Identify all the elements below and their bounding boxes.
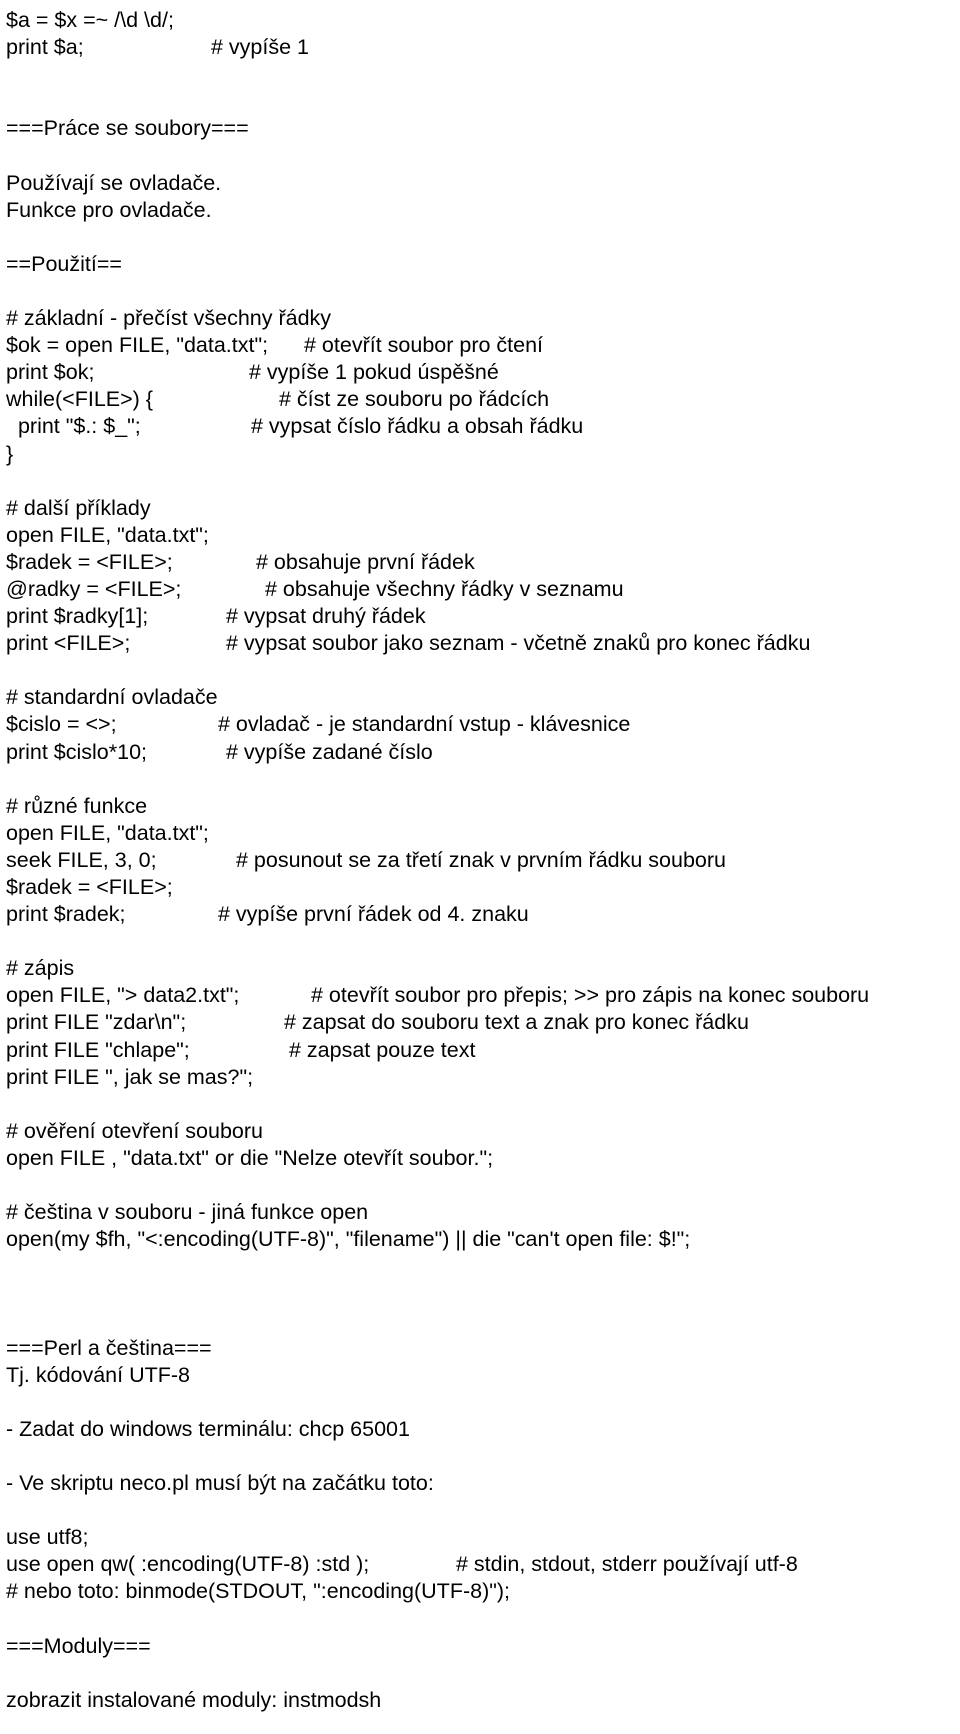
text-line	[6, 630, 956, 657]
line-text: ===Práce se soubory===	[6, 116, 249, 141]
line-comment: # vypíše zadané číslo	[226, 739, 433, 764]
text-line	[6, 1037, 956, 1064]
section-heading	[6, 115, 956, 142]
text-line	[6, 441, 956, 468]
line-text: print FILE ", jak se mas?";	[6, 1064, 254, 1089]
text-line	[6, 549, 956, 576]
line-text: print $radek;	[6, 902, 126, 927]
line-text: seek FILE, 3, 0;	[6, 847, 157, 872]
line-text: print $ok;	[6, 360, 95, 385]
text-line	[6, 522, 956, 549]
text-line	[6, 1064, 956, 1091]
text-line	[6, 1362, 956, 1389]
text-line	[6, 332, 956, 359]
text-line	[6, 739, 956, 766]
line-text: print $a;	[6, 35, 84, 60]
line-comment: # vypsat soubor jako seznam - včetně znaků pro konec řádku	[226, 631, 811, 656]
text-line	[6, 305, 956, 332]
line-text: print "$.: $_";	[6, 414, 141, 439]
line-comment: # vypíše 1 pokud úspěšné	[249, 360, 499, 385]
line-text: # nebo toto: binmode(STDOUT, ":encoding(UTF-8)");	[6, 1579, 510, 1604]
text-line	[6, 982, 956, 1009]
text-line	[6, 359, 956, 386]
line-text: Používají se ovladače.	[6, 170, 222, 195]
line-text: # základní - přečíst všechny řádky	[6, 306, 332, 331]
line-text: @radky = <FILE>;	[6, 576, 182, 601]
text-line	[6, 1524, 956, 1551]
line-text: $radek = <FILE>;	[6, 875, 173, 899]
line-comment: # zapsat pouze text	[289, 1037, 476, 1062]
text-line	[6, 1145, 956, 1172]
text-line	[6, 684, 956, 711]
line-comment: # vypíše 1	[211, 35, 309, 60]
section-heading	[6, 1633, 956, 1660]
text-line	[6, 1226, 956, 1253]
line-text: open(my $fh, "<:encoding(UTF-8)", "filename") || die "can't open file: $!";	[6, 1227, 691, 1252]
text-line	[6, 793, 956, 820]
text-line	[6, 7, 956, 34]
line-comment: # vypsat druhý řádek	[226, 604, 426, 629]
line-text: print FILE "zdar\n";	[6, 1010, 187, 1035]
section-heading	[6, 1335, 956, 1362]
line-text: open FILE, "> data2.txt";	[6, 983, 240, 1008]
line-comment: # obsahuje všechny řádky v seznamu	[265, 576, 624, 601]
line-text: $cislo = <>;	[6, 712, 117, 737]
text-line	[6, 901, 956, 928]
line-text: # zápis	[6, 956, 75, 981]
subsection-heading	[6, 251, 956, 278]
line-text: open FILE , "data.txt" or die "Nelze otevřít soubor.";	[6, 1145, 494, 1170]
text-line	[6, 386, 956, 413]
text-line	[6, 1009, 956, 1036]
text-line	[6, 413, 956, 440]
line-text: # další příklady	[6, 495, 151, 520]
line-text: use utf8;	[6, 1525, 89, 1550]
line-text: # různé funkce	[6, 793, 148, 818]
line-text: # čeština v souboru - jiná funkce open	[6, 1200, 369, 1225]
line-text: Tj. kódování UTF-8	[6, 1362, 190, 1387]
line-text: ===Moduly===	[6, 1633, 151, 1658]
line-text: $a = $x =~ /\d \d/;	[6, 8, 174, 32]
line-text: $radek = <FILE>;	[6, 549, 173, 574]
text-line	[6, 1578, 956, 1605]
line-text: - Zadat do windows terminálu: chcp 65001	[6, 1416, 410, 1441]
line-text: ==Použití==	[6, 251, 122, 276]
line-comment: # ovladač - je standardní vstup - klávesnice	[218, 712, 631, 737]
text-line	[6, 1551, 956, 1578]
line-text: open FILE, "data.txt";	[6, 522, 209, 547]
line-text: # standardní ovladače	[6, 685, 218, 710]
text-line	[6, 1470, 956, 1497]
text-line	[6, 603, 956, 630]
text-line	[6, 1687, 956, 1714]
line-comment: # zapsat do souboru text a znak pro konec řádku	[284, 1010, 749, 1035]
line-text: # ověření otevření souboru	[6, 1118, 263, 1143]
text-line	[6, 170, 956, 197]
line-comment: # otevřít soubor pro přepis; >> pro zápis na konec souboru	[311, 983, 870, 1008]
line-text: use open qw( :encoding(UTF-8) :std );	[6, 1552, 370, 1577]
line-text: open FILE, "data.txt";	[6, 820, 209, 845]
text-line	[6, 820, 956, 847]
line-text: ===Perl a čeština===	[6, 1335, 212, 1360]
text-line	[6, 1416, 956, 1443]
text-line	[6, 874, 956, 901]
text-line	[6, 1199, 956, 1226]
line-text: $ok = open FILE, "data.txt";	[6, 333, 269, 358]
line-text: }	[6, 441, 14, 466]
line-text: while(<FILE>) {	[6, 387, 153, 412]
line-comment: # vypsat číslo řádku a obsah řádku	[251, 414, 584, 439]
line-comment: # obsahuje první řádek	[256, 549, 475, 574]
line-text: print $radky[1];	[6, 604, 149, 629]
line-comment: # posunout se za třetí znak v prvním řádku souboru	[236, 847, 726, 872]
line-comment: # vypíše první řádek od 4. znaku	[218, 902, 529, 927]
text-line	[6, 495, 956, 522]
line-text: Funkce pro ovladače.	[6, 197, 212, 222]
line-text: zobrazit instalované moduly: instmodsh	[6, 1687, 382, 1712]
text-line	[6, 576, 956, 603]
line-text: print $cislo*10;	[6, 739, 148, 764]
line-text: print FILE "chlape";	[6, 1037, 190, 1062]
line-text: print <FILE>;	[6, 631, 131, 656]
line-comment: # stdin, stdout, stderr používají utf-8	[456, 1552, 798, 1577]
text-line	[6, 34, 956, 61]
line-comment: # otevřít soubor pro čtení	[304, 333, 544, 358]
text-line	[6, 955, 956, 982]
perl-notes-document	[6, 7, 956, 1714]
text-line	[6, 1118, 956, 1145]
line-comment: # číst ze souboru po řádcích	[279, 387, 550, 412]
text-line	[6, 711, 956, 738]
text-line	[6, 847, 956, 874]
line-text: - Ve skriptu neco.pl musí být na začátku toto:	[6, 1471, 434, 1496]
text-line	[6, 197, 956, 224]
